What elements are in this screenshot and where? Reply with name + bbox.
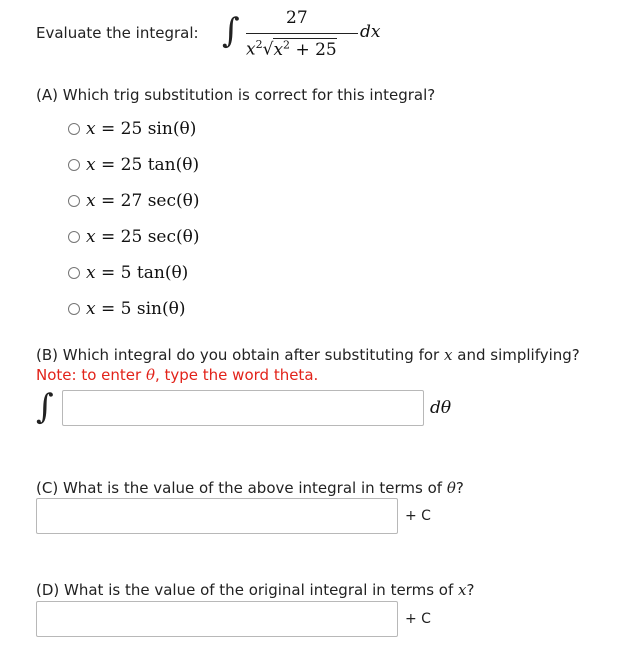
part-c-plus-c: + C	[405, 508, 431, 524]
part-c-question: (C) What is the value of the above integral in terms of θ?	[36, 479, 464, 497]
option-label: x = 5 tan(θ)	[86, 263, 189, 283]
fraction-bar	[246, 33, 358, 34]
integral-sign: ∫	[222, 11, 240, 51]
part-a-question: (A) Which trig substitution is correct for this integral?	[36, 86, 436, 104]
part-c-answer-input[interactable]	[36, 498, 398, 534]
integral-sign: ∫	[36, 387, 54, 427]
option-label: x = 25 sec(θ)	[86, 227, 200, 247]
part-d-plus-c: + C	[405, 611, 431, 627]
option-radio[interactable]	[68, 123, 80, 135]
option-label: x = 25 sin(θ)	[86, 119, 197, 139]
part-b-answer-input[interactable]	[62, 390, 424, 426]
option-label: x = 25 tan(θ)	[86, 155, 200, 175]
option-row[interactable]	[68, 190, 200, 212]
dtheta-label: dθ	[430, 398, 452, 418]
part-b-note: Note: to enter θ, type the word theta.	[36, 366, 319, 384]
option-radio[interactable]	[68, 303, 80, 315]
option-row[interactable]	[68, 298, 186, 320]
option-label: x = 5 sin(θ)	[86, 299, 186, 319]
dx-label: dx	[360, 22, 381, 42]
problem-prompt: Evaluate the integral:	[36, 24, 199, 42]
option-row[interactable]	[68, 154, 199, 176]
option-radio[interactable]	[68, 231, 80, 243]
option-row[interactable]	[68, 262, 188, 284]
part-d-answer-input[interactable]	[36, 601, 398, 637]
option-radio[interactable]	[68, 267, 80, 279]
option-radio[interactable]	[68, 195, 80, 207]
part-b-question: (B) Which integral do you obtain after substituting for x and simplifying?	[36, 346, 580, 364]
part-d-question: (D) What is the value of the original integral in terms of x?	[36, 581, 475, 599]
option-row[interactable]	[68, 226, 200, 248]
option-radio[interactable]	[68, 159, 80, 171]
integrand-denominator: $x^2√x^2 + 25$	[246, 38, 337, 60]
option-row[interactable]	[68, 118, 196, 140]
option-label: x = 27 sec(θ)	[86, 191, 200, 211]
integrand-numerator: 27	[286, 8, 308, 28]
